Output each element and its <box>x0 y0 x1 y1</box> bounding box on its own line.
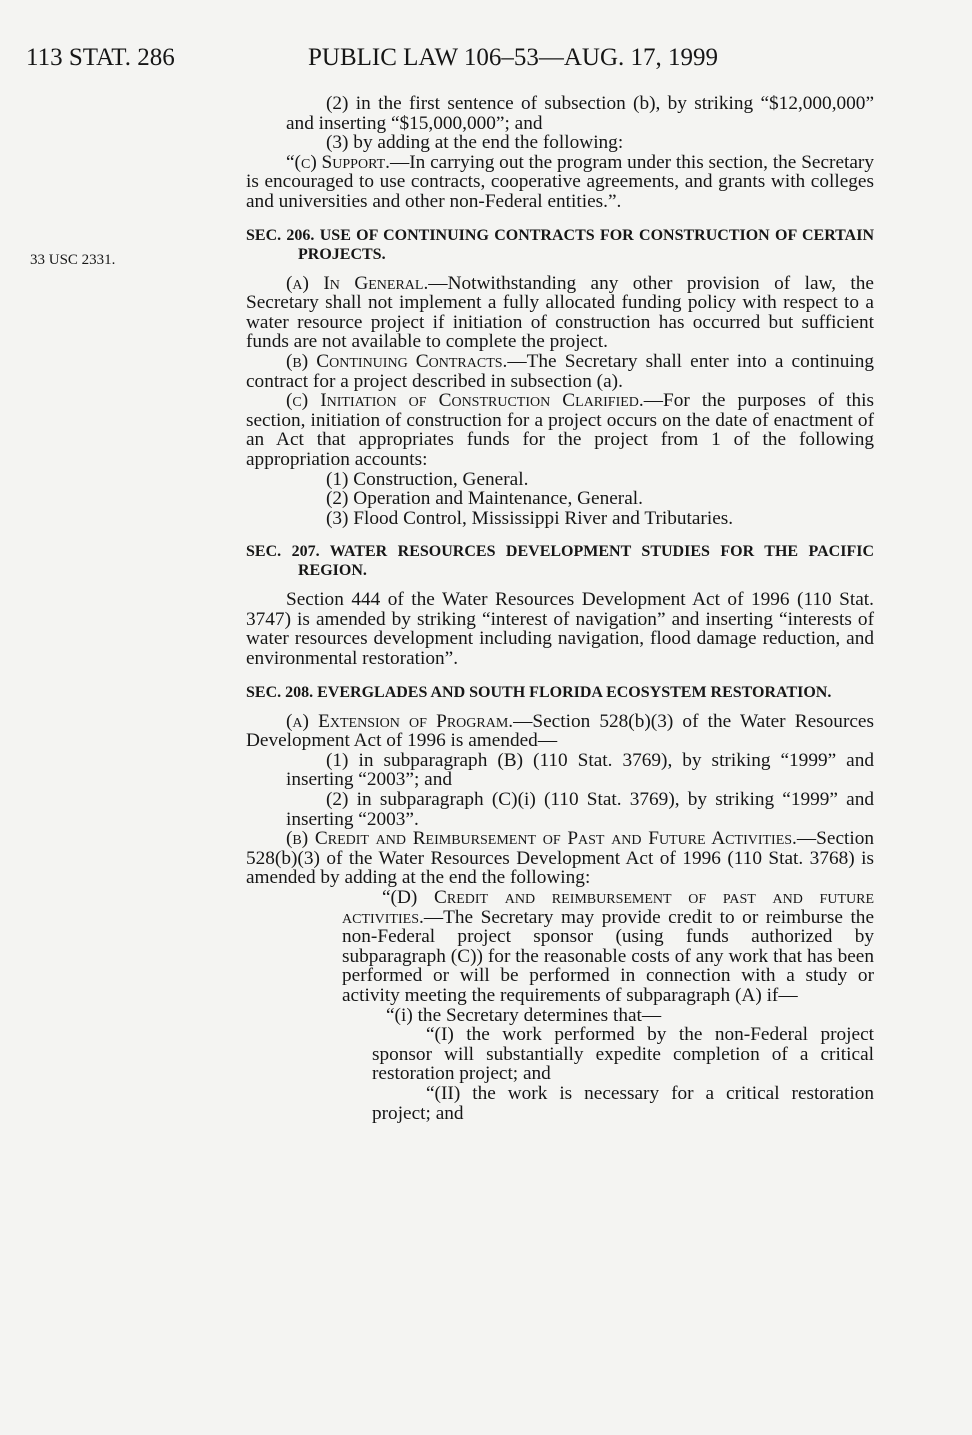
subsection-text: —Notwithstanding any other provision of law, the Secretary shall not implement a fully allocated funding policy with respect to a water resource project if initiation of construction has occurred but sufficient funds are not available to complete the project. <box>246 272 874 353</box>
document-body <box>246 94 874 1123</box>
subclause-II: “(II) the work is necessary for a critical restoration project; and <box>372 1082 874 1124</box>
section-206-c <box>246 391 874 469</box>
section-208-heading: SEC. 208. EVERGLADES AND SOUTH FLORIDA ECOSYSTEM RESTORATION. <box>246 683 832 701</box>
subsection-text: —Section 528(b)(3) of the Water Resources Development Act of 1996 is amended— <box>246 710 874 752</box>
section-206-b <box>246 352 874 391</box>
public-law-citation: PUBLIC LAW 106–53—AUG. 17, 1999 <box>308 44 719 71</box>
stat-citation: 113 STAT. 286 <box>26 44 175 71</box>
margin-citation: 33 USC 2331. <box>30 252 116 268</box>
subsection-heading: (b) Credit and Reimbursement of Past and Future Activities. <box>286 828 797 850</box>
paragraph-2: (2) in the first sentence of subsection (b), by striking “$12,000,000” and inserting “$15,000,000”; and <box>286 93 874 134</box>
section-208-a-2: (2) in subparagraph (C)(i) (110 Stat. 3769), by striking “1999” and inserting “2003”. <box>286 789 874 830</box>
section-207-heading: SEC. 207. WATER RESOURCES DEVELOPMENT STUDIES FOR THE PACIFIC REGION. <box>246 543 874 580</box>
section-206-heading: SEC. 206. USE OF CONTINUING CONTRACTS FOR CONSTRUCTION OF CERTAIN PROJECTS. <box>246 226 874 263</box>
subsection-heading: (a) Extension of Program. <box>286 710 514 732</box>
account-2: (2) Operation and Maintenance, General. <box>326 488 643 510</box>
subsection-heading: (a) In General. <box>286 272 429 294</box>
subclause-I: “(I) the work performed by the non-Federal project sponsor will substantially expedite completion of a critical restoration project; and <box>372 1024 874 1085</box>
paragraph-3: (3) by adding at the end the following: <box>326 132 624 154</box>
section-207-text: Section 444 of the Water Resources Development Act of 1996 (110 Stat. 3747) is amended by striking “interest of navigation” and inserting “interests of water resources development including navigation, flood damage reduction, and environmental restoration”. <box>246 589 874 670</box>
subsection-text: —In carrying out the program under this section, the Secretary is encouraged to use contracts, cooperative agreements, and grants with colleges and universities and other non-Federal entities.”. <box>246 151 874 212</box>
subsection-heading: (b) Continuing Contracts. <box>286 350 508 372</box>
clause-i: “(i) the Secretary determines that— <box>386 1004 662 1026</box>
subsection-text: —The Secretary shall enter into a continuing contract for a project described in subsection (a). <box>246 350 874 392</box>
account-1: (1) Construction, General. <box>326 468 529 490</box>
subsection-heading: “(c) Support. <box>286 151 390 173</box>
subsection-text: —For the purposes of this section, initiation of construction for a project occurs on the date of enactment of an Act that appropriates funds for the project from 1 of the following appropriation accounts: <box>246 390 874 470</box>
subparagraph-heading: “(D) Credit and reimbursement of past and future activities. <box>342 887 874 928</box>
section-206-a <box>246 274 874 352</box>
section-208-b <box>246 829 874 888</box>
section-208-a <box>246 712 874 751</box>
section-208-a-1: (1) in subparagraph (B) (110 Stat. 3769), by striking “1999” and inserting “2003”; and <box>286 749 874 791</box>
subsection-c-support <box>246 153 874 212</box>
subparagraph-d <box>246 888 874 1006</box>
subparagraph-text: —The Secretary may provide credit to or reimburse the non-Federal project sponsor (using funds authorized by subparagraph (C)) for the reasonable costs of any work that has been performed or will be performed in connection with a study or activity meeting the requirements of subparagraph (A) if— <box>342 906 874 1006</box>
subsection-text: —Section 528(b)(3) of the Water Resources Development Act of 1996 (110 Stat. 3768) is amended by adding at the end the following: <box>246 828 874 889</box>
subsection-heading: (c) Initiation of Construction Clarified. <box>286 390 644 412</box>
account-3: (3) Flood Control, Mississippi River and Tributaries. <box>326 507 734 529</box>
